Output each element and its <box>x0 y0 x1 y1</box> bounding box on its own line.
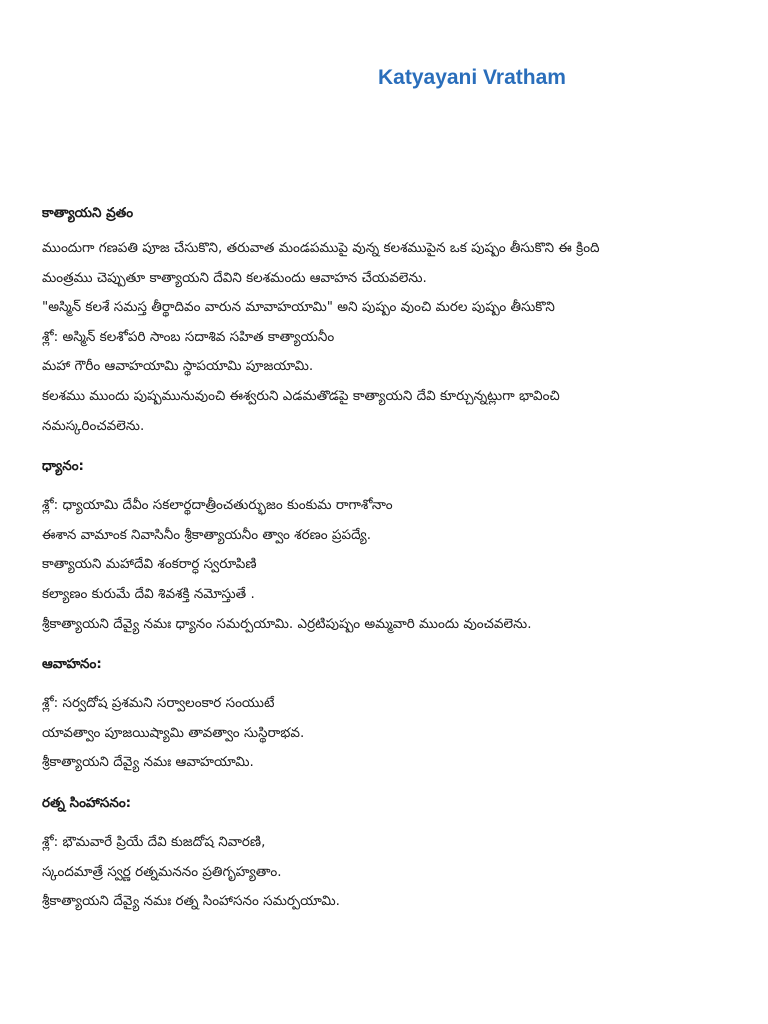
section-lines <box>42 828 742 917</box>
text-line: శ్రీకాత్యాయని దేవ్యై నమః ఆవాహయామి. <box>42 754 254 771</box>
text-line: స్కందమాత్రే స్వర్ణ రత్నమననం ప్రతిగృహ్యతాం. <box>42 863 282 880</box>
section-dhyanam <box>42 451 742 639</box>
text-line: యావత్వాం పూజయిష్యామి తావత్వాం సుస్థిరాభవ. <box>42 724 305 741</box>
text-line: ముందుగా గణపతి పూజ చేసుకొని, తరువాత మండపముపై వున్న కలశముపైన ఒక పుష్పం తీసుకొని ఈ క్రింది <box>42 240 600 256</box>
text-line: మహా గౌరీం ఆవాహయామి స్థాపయామి పూజయామి. <box>42 358 314 375</box>
section-heading: కాత్యాయని వ్రతం <box>42 205 134 221</box>
text-line: శ్లో: అస్మిన్ కలశోపరి సాంబ సదాశివ సహిత కాత్యాయనీం <box>42 328 335 345</box>
text-line: శ్లో: ధ్యాయామి దేవీం సకలార్థదాత్రీంచతుర్భుజం కుంకుమ రాగాశోనాం <box>42 497 393 514</box>
section-avahanam <box>42 649 742 778</box>
text-line: మంత్రము చెప్పుతూ కాత్యాయని దేవిని కలశమందు ఆవాహన చేయవలెను. <box>42 269 427 286</box>
text-line: "అస్మిన్ కలశే సమస్త తీర్థాదివం వారున మావాహయామి" అని పుష్పం వుంచి మరల పుష్పం తీసుకొని <box>42 299 555 316</box>
text-line: నమస్కరించవలెను. <box>42 417 145 434</box>
section-heading: రత్న సింహాసనం: <box>42 794 132 811</box>
section-lines <box>42 234 742 441</box>
section-heading: ధ్యానం: <box>42 458 84 475</box>
document-body <box>42 198 742 917</box>
section-lines <box>42 689 742 778</box>
text-line: శ్లో: సర్వదోష ప్రశమని సర్వాలంకార సంయుటే <box>42 695 275 712</box>
section-ratna-simhasanam <box>42 788 742 917</box>
text-line: ఈశాన వామాంక నివాసినీం శ్రీకాత్యాయనీం త్వాం శరణం ప్రపద్యే. <box>42 526 371 543</box>
text-line: కలశము ముందు పుష్పమునువుంచి ఈశ్వరుని ఎడమతొడపై కాత్యాయని దేవి కూర్చున్నట్లుగా భావించి <box>42 387 560 404</box>
text-line: శ్లో: భౌమవారే ప్రియే దేవి కుజదోష నివారణి, <box>42 833 266 850</box>
text-line: శ్రీకాత్యాయని దేవ్యై నమః ధ్యానం సమర్పయామి. ఎర్రటిపుష్పం అమ్మవారి ముందు వుంచవలెను. <box>42 615 532 632</box>
section-lines <box>42 491 742 639</box>
text-line: కల్యాణం కురుమే దేవి శివశక్తి నమోస్తుతే . <box>42 585 255 602</box>
text-line: కాత్యాయని మహాదేవి శంకరార్ధ స్వరూపిణి <box>42 556 257 573</box>
section-heading: ఆవాహనం: <box>42 656 102 673</box>
section-katyayani-vratham <box>42 198 742 441</box>
document-title: Katyayani Vratham <box>378 66 566 89</box>
text-line: శ్రీకాత్యాయని దేవ్యై నమః రత్న సింహాసనం సమర్పయామి. <box>42 893 340 910</box>
